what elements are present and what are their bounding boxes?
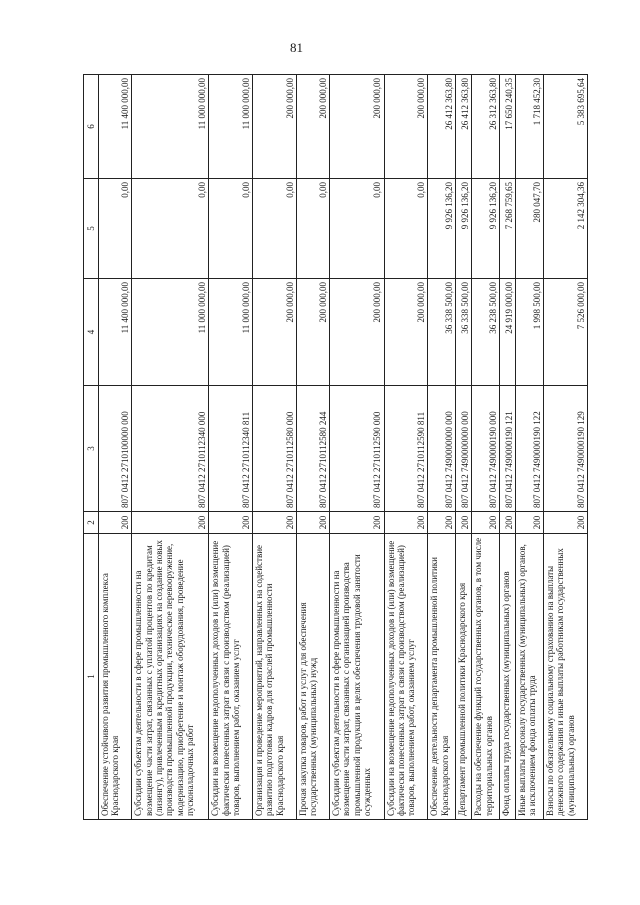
row-name-cell: Прочая закупка товаров, работ и услуг для обеспечения государственных (муниципальных) нужд <box>296 534 329 820</box>
budget-code-cell: 807 0412 7490000190 000 <box>472 386 500 512</box>
table-row <box>209 75 253 820</box>
row-name-cell: Организация и проведение мероприятий, направленных на содействие развитию подготовки кадров для отраслей промышленности Краснодарского края <box>253 534 297 820</box>
row-code-cell: 200 <box>384 512 428 534</box>
table-row <box>99 75 132 820</box>
row-code-cell: 200 <box>516 512 544 534</box>
row-name-cell: Обеспечение устойчивого развития промышленного комплекса Краснодарского края <box>99 534 132 820</box>
executed-amount-cell: 280 047,70 <box>516 179 544 279</box>
remaining-amount-cell: 26 412 363,80 <box>456 75 472 179</box>
remaining-amount-cell: 200 000,00 <box>253 75 297 179</box>
budget-code-cell: 807 0412 2710112340 000 <box>132 386 209 512</box>
table-row <box>516 75 544 820</box>
table-row <box>428 75 456 820</box>
approved-amount-cell: 200 000,00 <box>330 279 384 386</box>
column-header: 1 <box>84 534 99 820</box>
executed-amount-cell: 2 142 304,36 <box>544 179 588 279</box>
budget-code-cell: 807 0412 2710112590 000 <box>330 386 384 512</box>
executed-amount-cell: 0,00 <box>99 179 132 279</box>
executed-amount-cell: 9 926 136,20 <box>456 179 472 279</box>
budget-code-cell: 807 0412 2710112340 811 <box>209 386 253 512</box>
table-row <box>296 75 329 820</box>
approved-amount-cell: 7 526 000,00 <box>544 279 588 386</box>
table-row <box>500 75 516 820</box>
row-name-cell: Иные выплаты персоналу государственных (муниципальных) органов, за исключением фонда оплаты труда <box>516 534 544 820</box>
executed-amount-cell: 0,00 <box>253 179 297 279</box>
row-code-cell: 200 <box>99 512 132 534</box>
row-name-cell: Обеспечение деятельности департамента промышленной политики Краснодарского края <box>428 534 456 820</box>
approved-amount-cell: 200 000,00 <box>296 279 329 386</box>
remaining-amount-cell: 200 000,00 <box>384 75 428 179</box>
table-row <box>330 75 384 820</box>
budget-code-cell: 807 0412 2710112580 244 <box>296 386 329 512</box>
table-row <box>544 75 588 820</box>
remaining-amount-cell: 11 400 000,00 <box>99 75 132 179</box>
remaining-amount-cell: 5 383 695,64 <box>544 75 588 179</box>
budget-code-cell: 807 0412 7490000190 122 <box>516 386 544 512</box>
row-code-cell: 200 <box>544 512 588 534</box>
rotated-table-container <box>83 75 588 820</box>
row-name-cell: Субсидии на возмещение недополученных доходов и (или) возмещение фактически понесенных затрат в связи с производством (реализацией) товаров, выполнением работ, оказанием услуг <box>384 534 428 820</box>
budget-code-cell: 807 0412 2710112590 811 <box>384 386 428 512</box>
table-row <box>253 75 297 820</box>
remaining-amount-cell: 200 000,00 <box>330 75 384 179</box>
remaining-amount-cell: 26 412 363,80 <box>428 75 456 179</box>
approved-amount-cell: 200 000,00 <box>384 279 428 386</box>
column-header: 6 <box>84 75 99 179</box>
budget-code-cell: 807 0412 7490000000 000 <box>428 386 456 512</box>
row-name-cell: Субсидии субъектам деятельности в сфере промышленности на возмещение части затрат, связанных с уплатой процентов по кредитам (лизингу), привлеченным в кредитных организациях на создание новых производств промышленной продукции, техническое перевооружение, модернизацию, приобретение и монтаж оборудования, проведение пусконаладочных работ <box>132 534 209 820</box>
approved-amount-cell: 200 000,00 <box>253 279 297 386</box>
table-row <box>456 75 472 820</box>
executed-amount-cell: 0,00 <box>132 179 209 279</box>
row-code-cell: 200 <box>428 512 456 534</box>
header-row <box>84 75 99 820</box>
row-code-cell: 200 <box>472 512 500 534</box>
approved-amount-cell: 36 238 500,00 <box>472 279 500 386</box>
executed-amount-cell: 9 926 136,20 <box>428 179 456 279</box>
executed-amount-cell: 7 268 759,65 <box>500 179 516 279</box>
approved-amount-cell: 24 919 000,00 <box>500 279 516 386</box>
row-name-cell: Субсидии на возмещение недополученных доходов и (или) возмещение фактически понесенных затрат в связи с производством (реализацией) товаров, выполнением работ, оказанием услуг <box>209 534 253 820</box>
row-name-cell: Расходы на обеспечение функций государственных органов, в том числе территориальных органов <box>472 534 500 820</box>
remaining-amount-cell: 11 000 000,00 <box>209 75 253 179</box>
approved-amount-cell: 11 000 000,00 <box>209 279 253 386</box>
approved-amount-cell: 11 000 000,00 <box>132 279 209 386</box>
budget-code-cell: 807 0412 7490000190 121 <box>500 386 516 512</box>
approved-amount-cell: 36 338 500,00 <box>428 279 456 386</box>
column-header: 3 <box>84 386 99 512</box>
row-name-cell: Фонд оплаты труда государственных (муниципальных) органов <box>500 534 516 820</box>
column-header: 4 <box>84 279 99 386</box>
table-row <box>384 75 428 820</box>
executed-amount-cell: 0,00 <box>384 179 428 279</box>
approved-amount-cell: 36 338 500,00 <box>456 279 472 386</box>
approved-amount-cell: 11 400 000,00 <box>99 279 132 386</box>
executed-amount-cell: 0,00 <box>330 179 384 279</box>
table-row <box>472 75 500 820</box>
row-name-cell: Субсидии субъектам деятельности в сфере промышленности на возмещение части затрат, связанных с организацией производства промышленной продукции в целях обеспечения трудовой занятости осужденных <box>330 534 384 820</box>
page-number: 81 <box>290 40 303 55</box>
remaining-amount-cell: 200 000,00 <box>296 75 329 179</box>
row-name-cell: Взносы по обязательному социальному страхованию на выплаты денежного содержания и иные выплаты работникам государственных (муниципальных) органов <box>544 534 588 820</box>
remaining-amount-cell: 26 312 363,80 <box>472 75 500 179</box>
executed-amount-cell: 0,00 <box>209 179 253 279</box>
column-header: 2 <box>84 512 99 534</box>
remaining-amount-cell: 1 718 452,30 <box>516 75 544 179</box>
budget-code-cell: 807 0412 2710112580 000 <box>253 386 297 512</box>
approved-amount-cell: 1 998 500,00 <box>516 279 544 386</box>
row-code-cell: 200 <box>132 512 209 534</box>
row-code-cell: 200 <box>456 512 472 534</box>
executed-amount-cell: 9 926 136,20 <box>472 179 500 279</box>
executed-amount-cell: 0,00 <box>296 179 329 279</box>
table-row <box>132 75 209 820</box>
row-code-cell: 200 <box>253 512 297 534</box>
budget-code-cell: 807 0412 2710100000 000 <box>99 386 132 512</box>
budget-code-cell: 807 0412 7490000190 129 <box>544 386 588 512</box>
row-code-cell: 200 <box>296 512 329 534</box>
table-body <box>99 75 588 820</box>
budget-code-cell: 807 0412 7490000000 000 <box>456 386 472 512</box>
column-header: 5 <box>84 179 99 279</box>
remaining-amount-cell: 17 650 240,35 <box>500 75 516 179</box>
row-code-cell: 200 <box>209 512 253 534</box>
row-code-cell: 200 <box>330 512 384 534</box>
row-code-cell: 200 <box>500 512 516 534</box>
row-name-cell: Департамент промышленной политики Краснодарского края <box>456 534 472 820</box>
budget-table <box>83 74 588 820</box>
remaining-amount-cell: 11 000 000,00 <box>132 75 209 179</box>
